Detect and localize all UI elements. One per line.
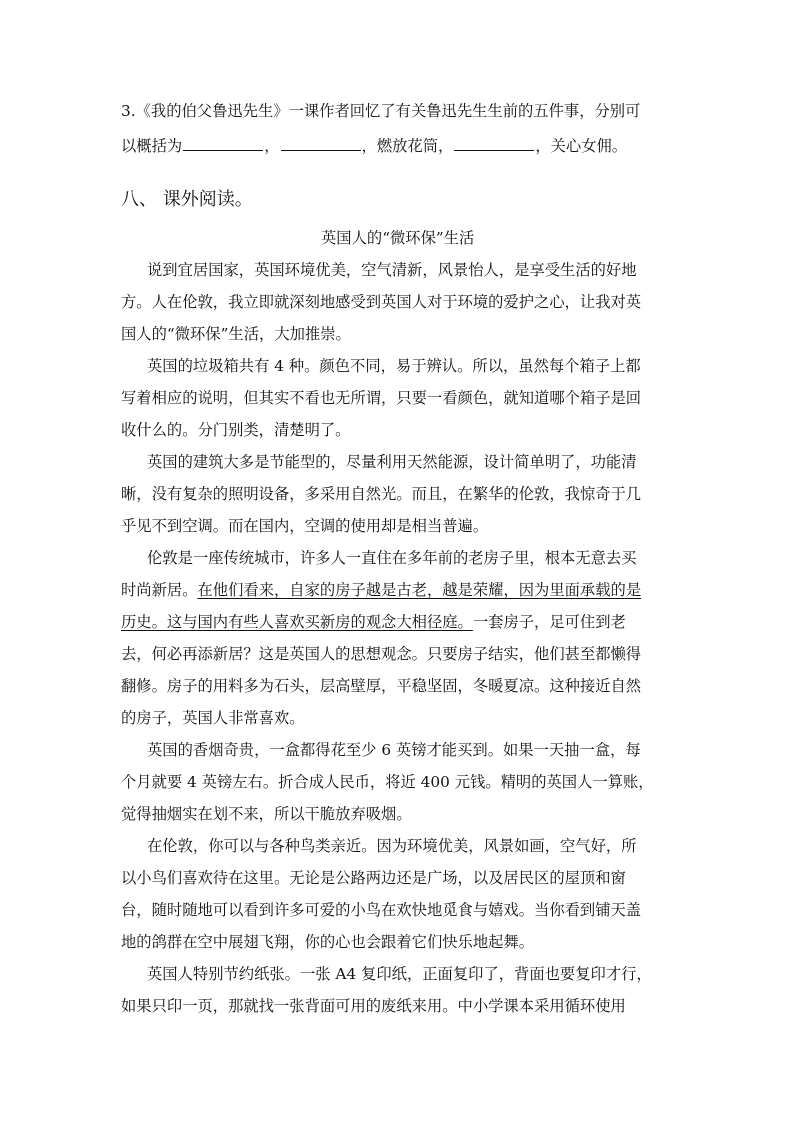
article-line: 说到宜居国家，英国环境优美，空气清新，风景怡人，是享受生活的好地 — [147, 261, 637, 279]
article-line: 方。人在伦敦，我立即就深刻地感受到英国人对于环境的爱护之心，让我对英 — [121, 293, 642, 311]
question-3-line-1: 3.《我的伯父鲁迅先生》一课作者回忆了有关鲁迅先生生前的五件事，分别可 — [121, 102, 641, 120]
article-line: 台，随时随地可以看到许多可爱的小鸟在欢快地觅食与嬉戏。当你看到铺天盖 — [121, 901, 642, 919]
question-3-suffix: ，关心女佣。 — [535, 137, 628, 155]
article-line: 收什么的。分门别类，清楚明了。 — [121, 421, 351, 439]
section-heading: 八、 课外阅读。 — [121, 189, 253, 210]
answer-blank-2[interactable] — [281, 134, 361, 151]
answer-blank-3[interactable] — [454, 134, 534, 151]
answer-blank-1[interactable] — [183, 134, 263, 151]
article-line: 英国人特别节约纸张。一张 A4 复印纸，正面复印了，背面也要复印才行， — [147, 965, 652, 983]
article-line: 伦敦是一座传统城市，许多人一直住在多年前的老房子里，根本无意去买 — [147, 549, 637, 567]
question-3-prefix: 以概括为 — [121, 137, 183, 155]
article-line: 去，何必再添新居？这是英国人的思想观念。只要房子结实，他们甚至都懒得 — [121, 645, 642, 663]
article-title: 英国人的“微环保”生活 — [321, 229, 475, 247]
article-line: 写着相应的说明，但其实不看也无所谓，只要一看颜色，就知道哪个箱子是回 — [121, 389, 642, 407]
underlined-sentence-part-1: 在他们看来，自家的房子越是古老，越是荣耀，因为里面承载的是 — [197, 581, 642, 599]
article-line-underlined-2 — [121, 612, 626, 632]
separator-2: ，燃放花筒， — [361, 137, 454, 155]
article-line: 翻修。房子的用料多为石头，层高壁厚，平稳坚固，冬暖夏凉。这种接近自然 — [121, 677, 642, 695]
underlined-sentence-part-2: 历史。这与国内有些人喜欢买新房的观念大相径庭。 — [121, 613, 473, 631]
article-line: 晰，没有复杂的照明设备，多采用自然光。而且，在繁华的伦敦，我惊奇于几 — [121, 485, 642, 503]
line-suffix: 一套房子，足可住到老 — [472, 613, 626, 631]
article-line: 个月就要 4 英镑左右。折合成人民币，将近 400 元钱。精明的英国人一算账， — [121, 773, 654, 791]
question-3-line-2 — [121, 134, 627, 156]
article-line: 觉得抽烟实在划不来，所以干脆放弃吸烟。 — [121, 805, 412, 823]
article-line-underlined-1 — [121, 580, 641, 600]
line-prefix: 时尚新居。 — [121, 581, 198, 599]
article-line: 英国的垃圾箱共有 4 种。颜色不同，易于辨认。所以，虽然每个箱子上都 — [147, 357, 641, 375]
article-line: 国人的“微环保”生活，大加推崇。 — [121, 325, 351, 343]
article-line: 英国的香烟奇贵，一盒都得花至少 6 英镑才能买到。如果一天抽一盒，每 — [147, 741, 641, 759]
separator-1: ， — [264, 137, 280, 155]
article-line: 乎见不到空调。而在国内，空调的使用却是相当普遍。 — [121, 517, 489, 535]
article-line: 以小鸟们喜欢待在这里。无论是公路两边还是广场，以及居民区的屋顶和窗 — [121, 869, 626, 887]
article-line: 在伦敦，你可以与各种鸟类亲近。因为环境优美，风景如画，空气好，所 — [147, 837, 637, 855]
article-line: 如果只印一页，那就找一张背面可用的废纸来用。中小学课本采用循环使用 — [121, 997, 626, 1015]
article-line: 的房子，英国人非常喜欢。 — [121, 709, 305, 727]
article-line: 英国的建筑大多是节能型的，尽量利用天然能源，设计简单明了，功能清 — [147, 453, 637, 471]
article-line: 地的鸽群在空中展翅飞翔，你的心也会跟着它们快乐地起舞。 — [121, 933, 535, 951]
